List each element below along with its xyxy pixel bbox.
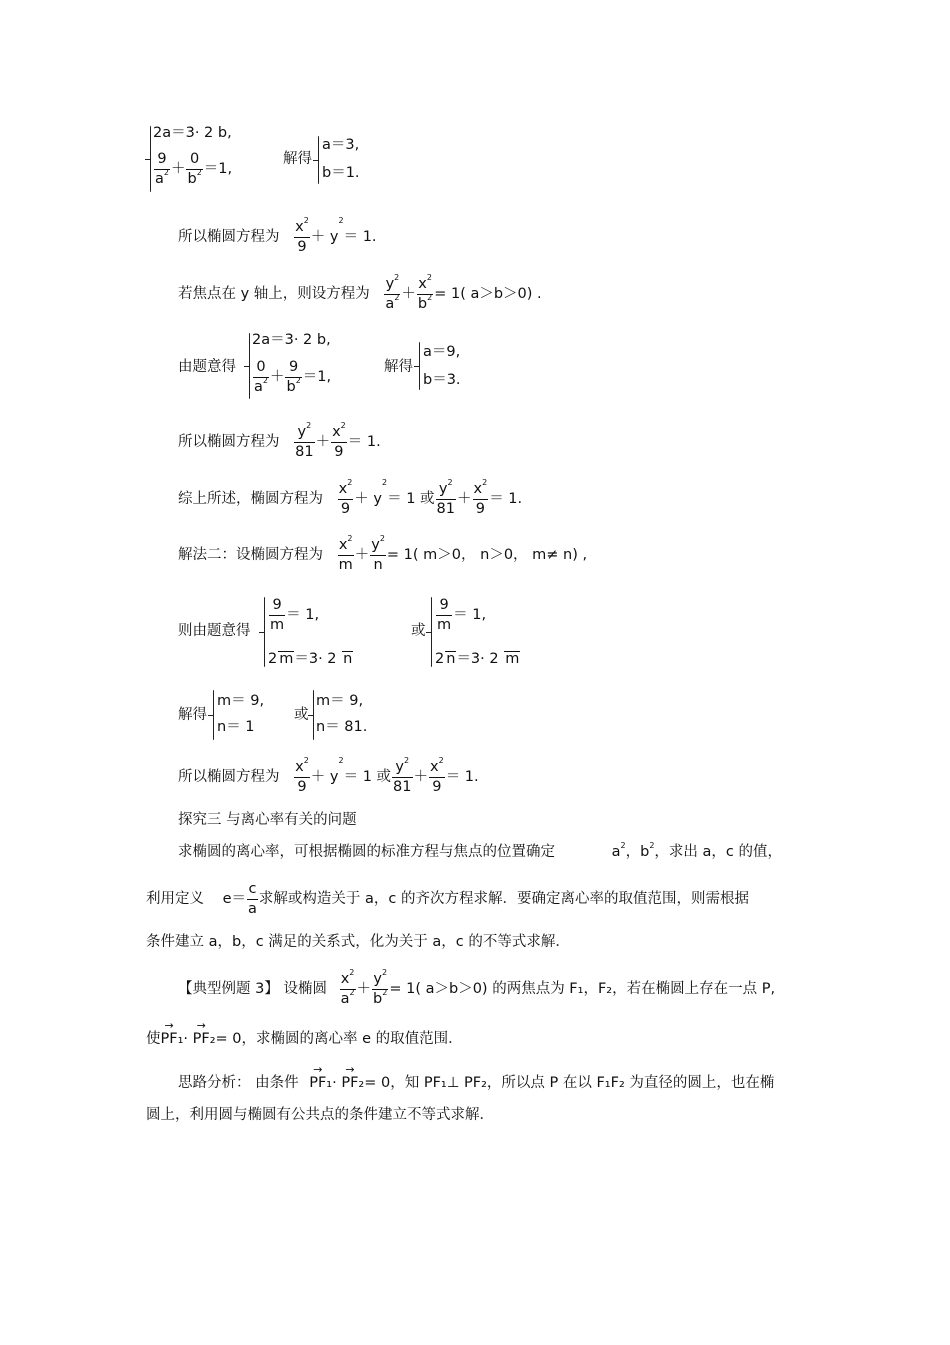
math-line: $\frac{0}{a^2}$ ＋ $\frac{9}{b^2}$ ＝1, bbox=[254, 359, 332, 395]
paragraph: 条件建立 a，b，c 满足的关系式，化为关于 a，c 的不等式求解． bbox=[146, 934, 570, 950]
solve-label: 解得 bbox=[384, 359, 413, 375]
label: 由题意得 bbox=[178, 359, 236, 375]
text-line: 综上所述，椭圆方程为 $\frac{x^2}{9}$ ＋ $y^2= 1$ 或 $\frac{y^2}{81}$ ＋ $\frac{x^2}{9}$ ＝ 1. bbox=[178, 478, 523, 517]
label: 若焦点在 y 轴上，则设方程为 bbox=[178, 286, 370, 302]
math-line: n＝ 81. bbox=[316, 719, 368, 735]
text-line: 若焦点在 y 轴上，则设方程为 $\frac{y^2}{a^2}$ ＋ $\frac{x^2}{b^2}$ = 1( a＞b＞0) . bbox=[178, 273, 542, 312]
solve-label: 解得 bbox=[178, 707, 207, 723]
example-text: = 1( a＞b＞0) 的两焦点为 F₁，F₂，若在椭圆上存在一点 P, bbox=[389, 981, 776, 997]
brace bbox=[313, 690, 314, 740]
paragraph: 利用定义 bbox=[146, 891, 204, 907]
text-line: 所以椭圆方程为 $\frac{x^2}{9}$ ＋ $y^2= 1$. bbox=[178, 216, 377, 255]
brace bbox=[419, 342, 420, 390]
label: 所以椭圆方程为 bbox=[178, 434, 280, 450]
example-head: 【典型例题 3】 设椭圆 bbox=[178, 981, 327, 997]
text-line: 所以椭圆方程为 $\frac{y^2}{81}$ ＋ $\frac{x^2}{9}$ ＝ 1. bbox=[178, 421, 381, 460]
cond: = 1( m＞0， n＞0， m≠ n) , bbox=[386, 547, 588, 563]
math-line: 2 n＝3· 2 m bbox=[435, 651, 520, 667]
brace bbox=[318, 136, 319, 184]
or: 或 bbox=[376, 769, 392, 785]
or: 或 bbox=[411, 623, 426, 639]
math-line: 2a＝3· 2 b, bbox=[252, 332, 331, 348]
paragraph: 求椭圆的离心率，可根据椭圆的标准方程与焦点的位置确定 bbox=[178, 844, 555, 860]
label: 综上所述，椭圆方程为 bbox=[178, 491, 323, 507]
analysis: 思路分析： 由条件 bbox=[178, 1075, 299, 1091]
math-line: m＝ 9, bbox=[217, 693, 265, 709]
math-line: m＝ 9, bbox=[316, 693, 364, 709]
brace bbox=[213, 690, 214, 740]
or: 或 bbox=[420, 491, 435, 507]
text-line: 思路分析： 由条件 PF₁ →· PF₂ →= 0，知 PF₁⊥ PF₂，所以点 P 在以 F₁F₂ 为直径的圆上，也在椭 bbox=[178, 1076, 774, 1091]
label: 解法二：设椭圆方程为 bbox=[178, 547, 323, 563]
analysis: 圆上，利用圆与椭圆有公共点的条件建立不等式求解． bbox=[146, 1107, 494, 1123]
label: 所以椭圆方程为 bbox=[178, 769, 280, 785]
example-text: 使 bbox=[146, 1031, 161, 1047]
or: 或 bbox=[294, 707, 309, 723]
brace bbox=[264, 597, 265, 667]
math-line: $\frac{9}{a^2}$ ＋ $\frac{0}{b^2}$ ＝1, bbox=[155, 151, 233, 187]
analysis: = 0，知 PF₁⊥ PF₂，所以点 P 在以 F₁F₂ 为直径的圆上，也在椭 bbox=[364, 1075, 775, 1091]
label: 则由题意得 bbox=[178, 623, 251, 639]
math-line: b＝1. bbox=[322, 165, 360, 181]
label: 所以椭圆方程为 bbox=[178, 229, 280, 245]
math-line: $\frac{9}{m}$ ＝ 1, bbox=[270, 597, 320, 633]
text-line: 【典型例题 3】 设椭圆 $\frac{x^2}{a^2}$ ＋ $\frac{y^2}{b^2}$ = 1( a＞b＞0) 的两焦点为 F₁，F₂，若在椭圆上存在一点 P, bbox=[178, 968, 776, 1007]
example-text: = 0，求椭圆的离心率 e 的取值范围． bbox=[215, 1031, 463, 1047]
text-line: 使PF₁ →· PF₂ →= 0，求椭圆的离心率 e 的取值范围． bbox=[146, 1032, 463, 1047]
brace bbox=[431, 597, 432, 667]
paragraph: 求解或构造关于 a，c 的齐次方程求解．要确定离心率的取值范围，则需根据 bbox=[258, 891, 749, 907]
text-line: 求椭圆的离心率，可根据椭圆的标准方程与焦点的位置确定 $a^2$，$b^2$，求出 a，c 的值， bbox=[178, 841, 782, 860]
math-line: a＝9, bbox=[423, 344, 461, 360]
cond: = 1( a＞b＞0) . bbox=[434, 286, 542, 302]
brace bbox=[150, 126, 151, 192]
math-line: a＝3, bbox=[322, 137, 360, 153]
math-line: b＝3. bbox=[423, 372, 461, 388]
text-line: 所以椭圆方程为 $\frac{x^2}{9}$ ＋ $y^2= 1$ 或 $\frac{y^2}{81}$ ＋ $\frac{x^2}{9}$ ＝ 1. bbox=[178, 756, 479, 795]
solve-label: 解得 bbox=[283, 151, 312, 167]
text-line: 利用定义 e＝ $\frac{c}{a}$ 求解或构造关于 a，c 的齐次方程求解．要确定离心率的取值范围，则需根据 bbox=[146, 881, 749, 917]
math-line: n＝ 1 bbox=[217, 719, 255, 735]
brace bbox=[249, 333, 250, 399]
paragraph: ，求出 a，c 的值， bbox=[654, 844, 782, 860]
math-line: 2 m＝3· 2 n bbox=[268, 651, 353, 667]
math-line: 2a＝3· 2 b, bbox=[153, 125, 232, 141]
math-line: $\frac{9}{m}$ ＝ 1, bbox=[437, 597, 487, 633]
section-title: 探究三 与离心率有关的问题 bbox=[178, 812, 357, 828]
text-line: 解法二：设椭圆方程为 $\frac{x^2}{m}$ ＋ $\frac{y^2}{n}$ = 1( m＞0， n＞0， m≠ n) , bbox=[178, 534, 588, 573]
